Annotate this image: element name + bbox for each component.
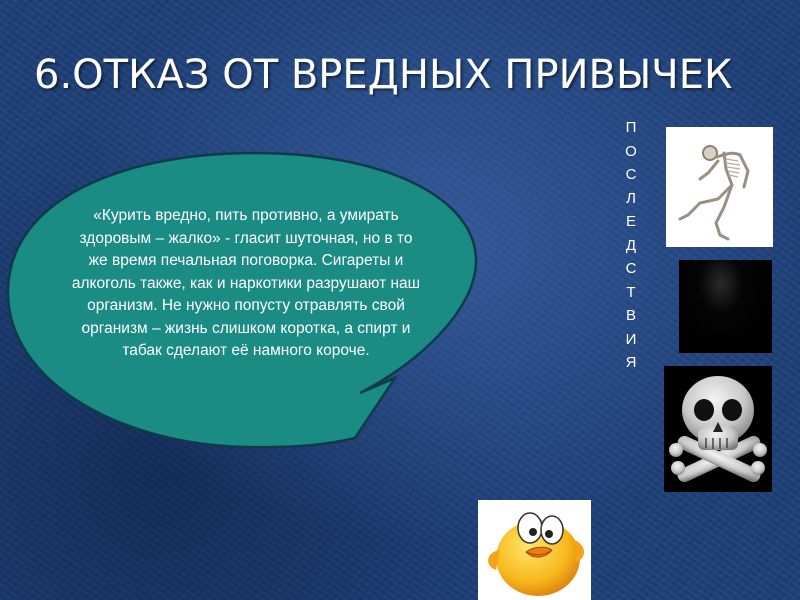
skeleton-image	[666, 127, 773, 247]
vertical-letter: Е	[625, 213, 636, 230]
vertical-letter: О	[625, 142, 637, 160]
vertical-word-consequences	[618, 116, 644, 375]
vertical-letter: Л	[626, 189, 636, 207]
dark-image	[679, 260, 772, 353]
quote-text: «Курить вредно, пить противно, а умирать здоровым – жалко» - гласит шуточная, но в то же время печальная поговорка. Сигареты и алкоголь также, как и наркотики разрушают наш организм. Не нужно попусту отравлять свой организм – жизнь слишком коротка, а спирт и табак сделают её намного короче.	[71, 207, 421, 359]
vertical-letter: Д	[625, 236, 637, 254]
slide-title: 6.ОТКАЗ ОТ ВРЕДНЫХ ПРИВЫЧЕК	[34, 52, 733, 98]
vertical-letter: В	[625, 307, 636, 324]
vertical-letter: И	[625, 330, 637, 348]
vertical-letter: С	[625, 260, 637, 277]
skull-crossbones-image	[664, 366, 772, 492]
cartoon-chick-image	[478, 500, 591, 600]
vertical-letter: Т	[626, 283, 636, 301]
vertical-letter: Я	[625, 354, 637, 371]
vertical-letter: С	[625, 166, 637, 183]
vertical-letter: П	[625, 119, 637, 136]
